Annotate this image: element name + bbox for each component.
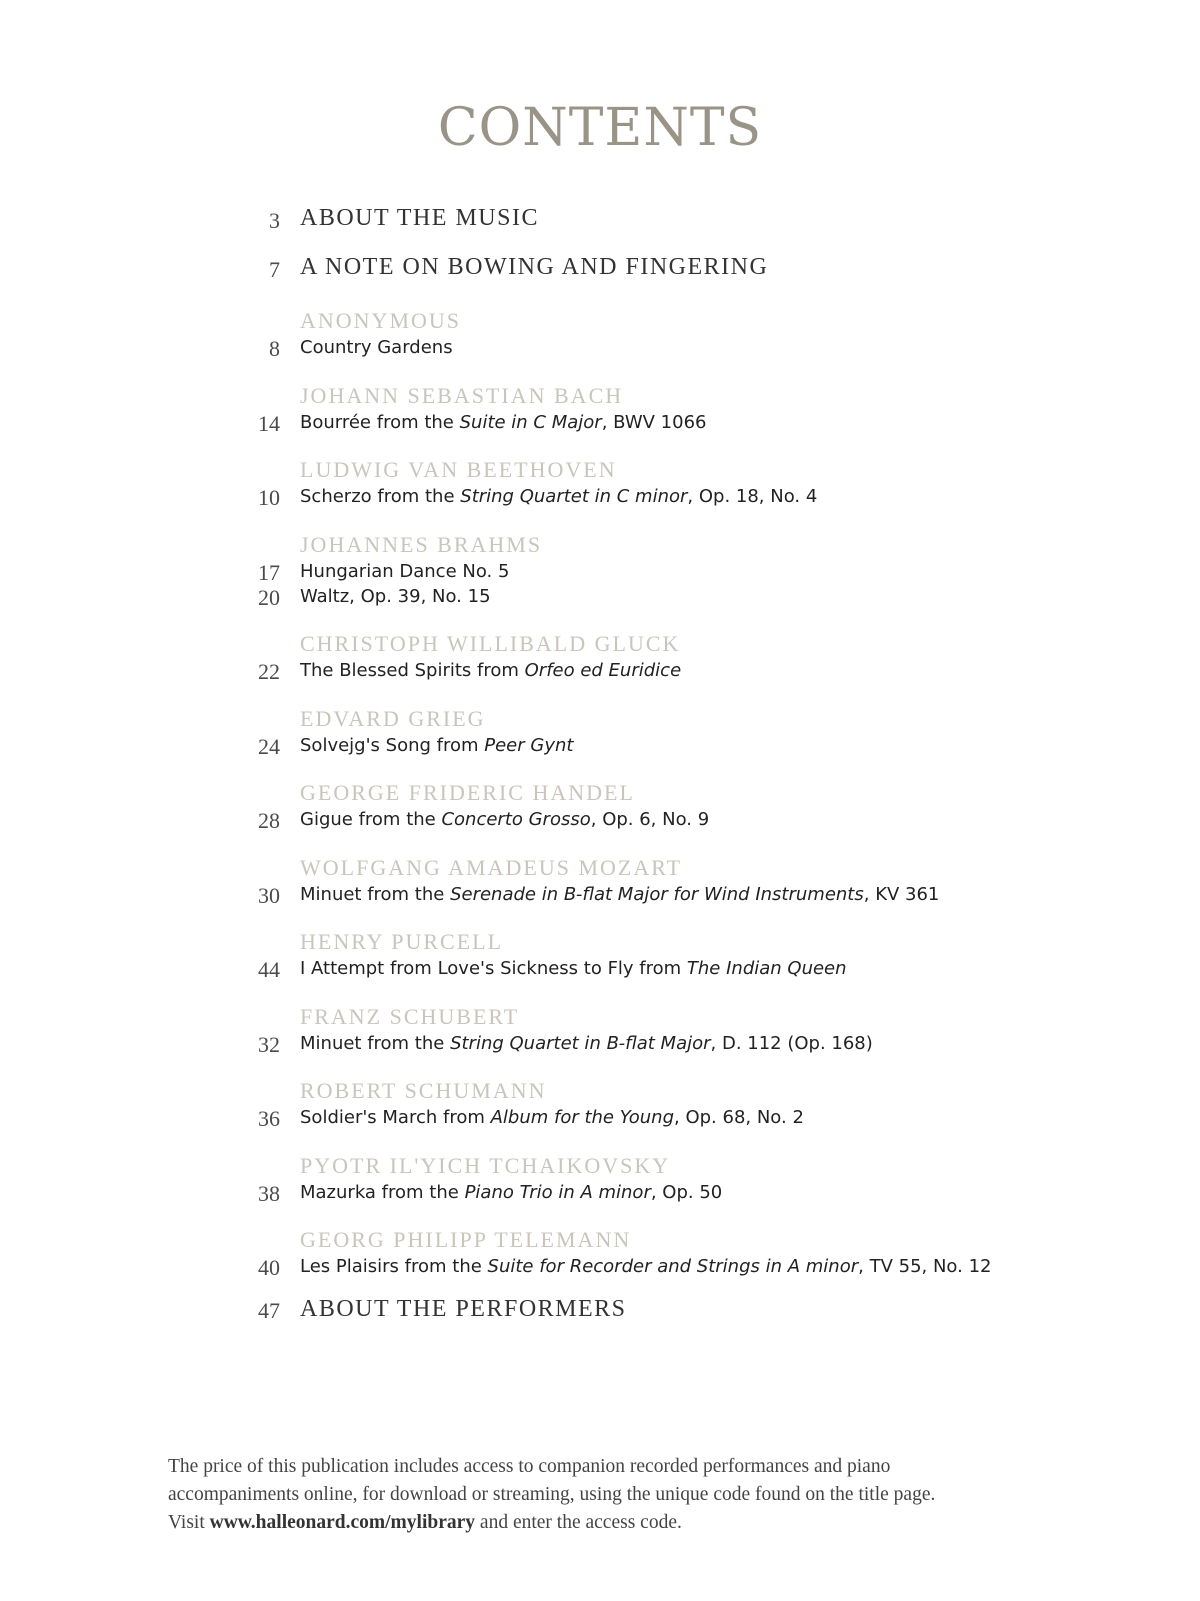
piece-title[interactable] — [300, 660, 681, 681]
library-url[interactable]: www.halleonard.com/mylibrary — [209, 1512, 476, 1533]
page-number: 28 — [258, 808, 280, 833]
piece-title[interactable] — [300, 561, 509, 582]
composer-name: FRANZ SCHUBERT — [300, 1003, 520, 1029]
piece-title[interactable] — [300, 958, 847, 979]
composer-name: GEORG PHILIPP TELEMANN — [300, 1227, 632, 1252]
composer-name: PYOTR IL'YICH TCHAIKOVSKY — [300, 1152, 671, 1178]
work-title-italic: Concerto Grosso — [441, 809, 591, 830]
piece-text: , Op. 6, No. 9 — [590, 809, 710, 830]
piece-title[interactable] — [300, 486, 817, 507]
piece-text: I Attempt from Love's Sickness to Fly from — [300, 958, 687, 979]
page-number: 40 — [258, 1255, 280, 1280]
composer-name: JOHANN SEBASTIAN BACH — [300, 382, 624, 408]
piece-text: , Op. 68, No. 2 — [674, 1107, 804, 1128]
page-number: 24 — [258, 733, 280, 759]
work-title-italic: Suite in C Major — [459, 411, 602, 433]
page-number: 47 — [258, 1297, 280, 1323]
piece-text: Bourrée from the — [300, 411, 460, 433]
piece-text: Hungarian Dance No. 5 — [300, 560, 510, 582]
page-number: 38 — [258, 1180, 280, 1206]
footer-visit: Visit — [168, 1512, 210, 1533]
piece-text: Minuet from the — [300, 883, 451, 905]
piece-text: , BWV 1066 — [601, 411, 707, 433]
piece-title[interactable] — [300, 884, 939, 905]
composer-name: HENRY PURCELL — [300, 929, 504, 954]
toc-section-heading[interactable]: ABOUT THE PERFORMERS — [300, 1295, 627, 1322]
footer-line-3 — [168, 1509, 1068, 1537]
piece-text: Minuet from the — [300, 1032, 451, 1054]
piece-title[interactable] — [300, 735, 573, 756]
piece-title[interactable] — [300, 586, 491, 607]
page-number: 7 — [269, 257, 280, 282]
piece-text: Solvejg's Song from — [300, 734, 485, 756]
page-number: 3 — [269, 208, 280, 233]
composer-name: CHRISTOPH WILLIBALD GLUCK — [300, 631, 681, 656]
piece-text: Waltz, Op. 39, No. 15 — [300, 585, 491, 607]
piece-text: Soldier's March from — [300, 1107, 491, 1128]
page-number: 17 — [258, 559, 280, 585]
piece-text: Country Gardens — [300, 337, 453, 358]
work-title-italic: Serenade in B-flat Major for Wind Instruments — [450, 883, 864, 905]
piece-text: Les Plaisirs from the — [300, 1256, 488, 1277]
footer-line-2: accompaniments online, for download or streaming, using the unique code found on the title page. — [168, 1484, 936, 1505]
composer-name: JOHANNES BRAHMS — [300, 531, 543, 557]
work-title-italic: Orfeo ed Euridice — [524, 660, 682, 681]
page-number: 14 — [258, 410, 280, 436]
piece-text: , KV 361 — [863, 883, 940, 905]
work-title-italic: Piano Trio in A minor — [464, 1181, 651, 1203]
composer-name: WOLFGANG AMADEUS MOZART — [300, 854, 683, 880]
page-number: 8 — [269, 336, 280, 361]
page-number: 20 — [258, 584, 280, 610]
composer-name: GEORGE FRIDERIC HANDEL — [300, 780, 635, 805]
footer-note — [168, 1453, 1068, 1537]
page-number: 30 — [258, 882, 280, 908]
piece-text: Gigue from the — [300, 809, 442, 830]
piece-title[interactable] — [300, 1107, 804, 1128]
piece-text: , TV 55, No. 12 — [858, 1256, 992, 1277]
page-number: 32 — [258, 1031, 280, 1057]
piece-title[interactable] — [300, 1182, 722, 1203]
piece-text: The Blessed Spirits from — [300, 660, 525, 681]
page-number: 22 — [258, 659, 280, 684]
piece-text: , D. 112 (Op. 168) — [710, 1032, 873, 1054]
composer-name: LUDWIG VAN BEETHOVEN — [300, 457, 617, 482]
work-title-italic: Suite for Recorder and Strings in A minor — [487, 1256, 859, 1277]
page-number: 10 — [258, 485, 280, 510]
page-title: CONTENTS — [437, 98, 763, 158]
footer-tail: and enter the access code. — [475, 1512, 682, 1533]
piece-text: , Op. 18, No. 4 — [687, 486, 818, 507]
page-number: 36 — [258, 1106, 280, 1131]
work-title-italic: Album for the Young — [490, 1107, 675, 1128]
piece-title[interactable] — [300, 809, 709, 830]
piece-title[interactable] — [300, 1033, 873, 1054]
work-title-italic: Peer Gynt — [484, 734, 574, 756]
piece-text: Mazurka from the — [300, 1181, 465, 1203]
composer-name: ANONYMOUS — [300, 308, 462, 333]
composer-name: ROBERT SCHUMANN — [300, 1078, 547, 1103]
piece-title[interactable] — [300, 337, 453, 358]
piece-title[interactable] — [300, 1256, 991, 1277]
piece-title[interactable] — [300, 412, 707, 433]
composer-name: EDVARD GRIEG — [300, 705, 486, 731]
work-title-italic: String Quartet in C minor — [460, 486, 688, 507]
footer-line-1: The price of this publication includes access to companion recorded performances and piano — [168, 1456, 891, 1477]
toc-section-heading[interactable]: A NOTE ON BOWING AND FINGERING — [300, 254, 769, 280]
work-title-italic: The Indian Queen — [686, 958, 847, 979]
piece-text: Scherzo from the — [300, 486, 461, 507]
piece-text: , Op. 50 — [650, 1181, 723, 1203]
work-title-italic: String Quartet in B-flat Major — [450, 1032, 711, 1054]
page-number: 44 — [258, 957, 280, 982]
toc-section-heading[interactable]: ABOUT THE MUSIC — [300, 205, 539, 231]
